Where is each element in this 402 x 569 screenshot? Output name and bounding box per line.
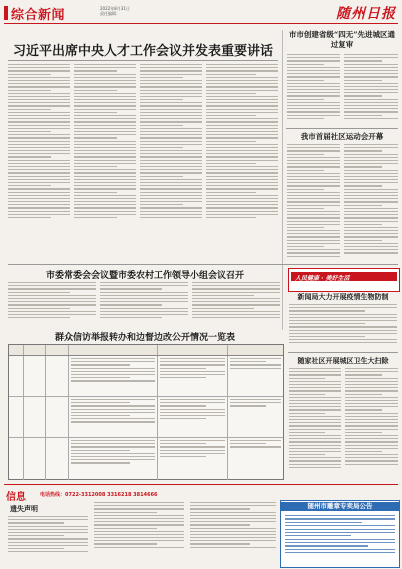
info-col-3 bbox=[190, 502, 276, 566]
info-col-2 bbox=[94, 502, 184, 566]
lower-col-1 bbox=[8, 282, 96, 324]
side1-col-2 bbox=[344, 54, 398, 124]
main-body-col-3 bbox=[140, 64, 202, 260]
section-title: 综合新闻 bbox=[11, 7, 66, 23]
section-tag bbox=[4, 4, 96, 22]
side2-col-2 bbox=[344, 144, 398, 264]
top-rule bbox=[4, 23, 398, 24]
section-accent-bar bbox=[4, 6, 8, 20]
table-header-row bbox=[9, 345, 283, 356]
editor-credit: 责任编辑： bbox=[100, 11, 120, 16]
side-headline-2[interactable]: 我市首届社区运动会开幕 bbox=[300, 132, 384, 141]
ad-slogan: 人民健康 · 美好生活 bbox=[295, 275, 350, 282]
right2-col-2 bbox=[345, 368, 398, 478]
header-meta bbox=[100, 6, 250, 16]
masthead-logo: 随州日报 bbox=[336, 6, 396, 22]
side1-col-1 bbox=[287, 54, 340, 124]
health-ad-banner[interactable] bbox=[288, 268, 400, 292]
info-col-1 bbox=[8, 516, 88, 566]
main-body-col-4 bbox=[206, 64, 278, 260]
tobacco-notice-body bbox=[285, 515, 395, 565]
side-divider bbox=[286, 128, 398, 129]
lower-headline[interactable]: 市委常委会会议暨市委农村工作领导小组会议召开 bbox=[45, 271, 244, 281]
tobacco-notice-title: 随州市雕章专卖局公告 bbox=[281, 502, 399, 511]
lower-col-2 bbox=[100, 282, 188, 324]
info-rule bbox=[4, 484, 398, 485]
lower-col-3 bbox=[192, 282, 280, 324]
table-section-headline[interactable]: 群众信访举报转办和边督边改公开情况一览表 bbox=[54, 333, 235, 343]
main-body-col-1 bbox=[8, 64, 70, 260]
complaints-table bbox=[8, 344, 284, 480]
headline-rule bbox=[8, 60, 278, 61]
column-divider bbox=[282, 30, 283, 330]
right2-col-1 bbox=[289, 368, 341, 478]
main-headline[interactable]: 习近平出席中央人才工作会议并发表重要讲话 bbox=[12, 44, 273, 59]
info-hotline[interactable]: 电话热线：0722-3312008 3316218 3814666 bbox=[40, 492, 158, 498]
right-divider bbox=[288, 352, 398, 353]
table-row bbox=[9, 397, 283, 438]
right-headline-1[interactable]: 新闻局大力开展疫情生物防制 bbox=[297, 292, 389, 301]
issue-date: 2022年8月31日 bbox=[100, 6, 130, 11]
table-grid bbox=[9, 345, 283, 480]
main-body-col-2 bbox=[74, 64, 136, 260]
tobacco-notice-ad[interactable] bbox=[280, 500, 400, 568]
side2-col-1 bbox=[287, 144, 340, 264]
table-row bbox=[9, 356, 283, 397]
table-row bbox=[9, 438, 283, 480]
info-label: 信息 bbox=[6, 492, 26, 503]
right1-body bbox=[289, 304, 397, 348]
lost-notice-title: 遗失声明 bbox=[10, 504, 38, 513]
lower-rule bbox=[8, 264, 398, 265]
right-headline-2[interactable]: 随家社区开展城区卫生大扫除 bbox=[297, 356, 389, 365]
side-headline-1[interactable]: 市市创建省级“四无”先进城区通过复审 bbox=[288, 30, 396, 49]
